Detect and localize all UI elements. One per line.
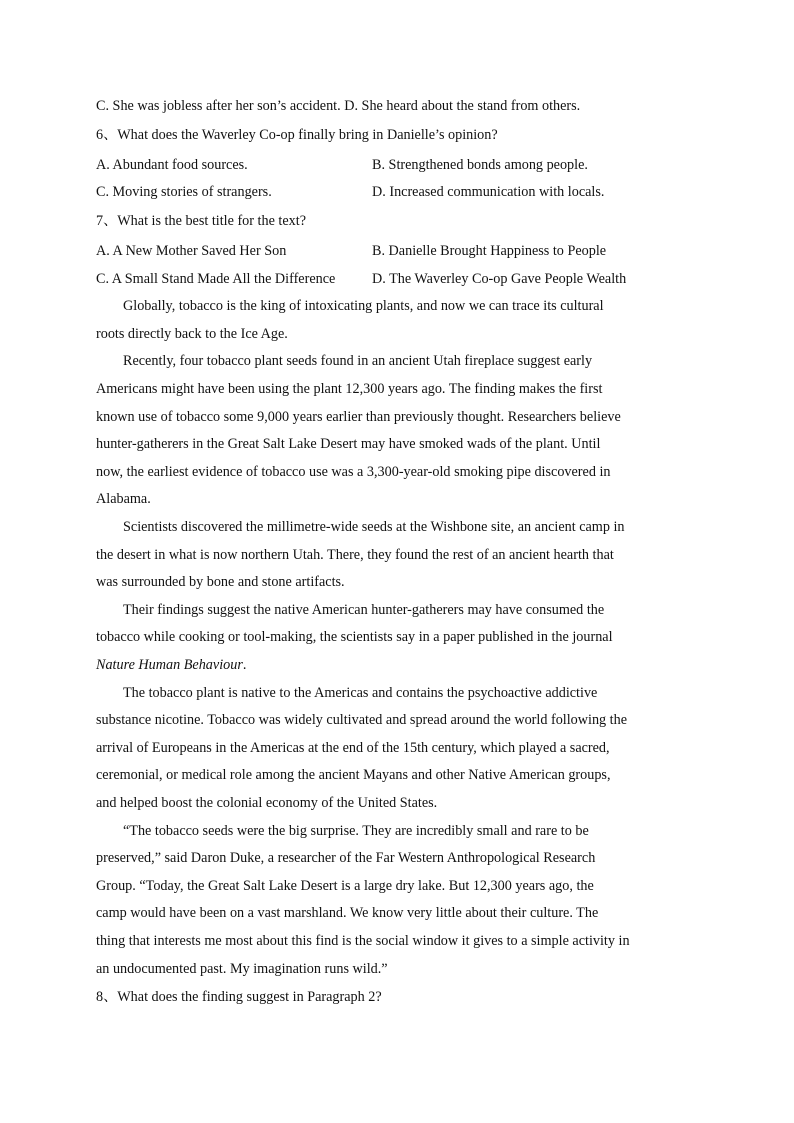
passage-p4-line1: Their findings suggest the native American hunter-gatherers may have consumed the [123,602,605,618]
q8-stem: 8、What does the finding suggest in Paragraph 2? [96,989,382,1005]
passage-p3-line2: the desert in what is now northern Utah. There, they found the rest of an ancient hearth that [96,547,614,563]
passage-p2-line3: known use of tobacco some 9,000 years earlier than previously thought. Researchers believe [96,409,621,425]
q7-option-a: A. A New Mother Saved Her Son [96,243,287,259]
journal-end: . [242,657,247,673]
passage-p2-line5: now, the earliest evidence of tobacco use was a 3,300-year-old smoking pipe discovered in [96,464,611,480]
q7-option-c: C. A Small Stand Made All the Difference [96,271,336,287]
q7-option-b: B. Danielle Brought Happiness to People [372,243,607,259]
passage-p5-line4: ceremonial, or medical role among the ancient Mayans and other Native American groups, [96,767,611,783]
passage-p1-line1: Globally, tobacco is the king of intoxicating plants, and now we can trace its cultural [123,298,604,314]
passage-p6-line3: Group. “Today, the Great Salt Lake Desert is a large dry lake. But 12,300 years ago, the [96,878,594,894]
passage-p2-line4: hunter-gatherers in the Great Salt Lake Desert may have smoked wads of the plant. Until [96,436,601,452]
passage-p2-line1: Recently, four tobacco plant seeds found in an ancient Utah fireplace suggest early [123,353,593,369]
q6-option-b: B. Strengthened bonds among people. [372,157,588,173]
q6-option-c: C. Moving stories of strangers. [96,184,272,200]
passage-p6-line2: preserved,” said Daron Duke, a researcher of the Far Western Anthropological Research [96,850,596,866]
passage-p6-line5: thing that interests me most about this find is the social window it gives to a simple activity in [96,933,630,949]
passage-p3-line3: was surrounded by bone and stone artifacts. [96,574,345,590]
passage-p2-line2: Americans might have been using the plant 12,300 years ago. The finding makes the first [96,381,603,397]
passage-p6-line4: camp would have been on a vast marshland. We know very little about their culture. The [96,905,599,921]
passage-p6-line1: “The tobacco seeds were the big surprise. They are incredibly small and rare to be [123,823,589,839]
q6-stem: 6、What does the Waverley Co-op finally bring in Danielle’s opinion? [96,127,498,143]
passage-p1-line2: roots directly back to the Ice Age. [96,326,288,342]
q5-options-cd: C. She was jobless after her son’s accident. D. She heard about the stand from others. [96,98,581,114]
q6-option-a: A. Abundant food sources. [96,157,248,173]
passage-p3-line1: Scientists discovered the millimetre-wide seeds at the Wishbone site, an ancient camp in [123,519,625,535]
passage-p5-line2: substance nicotine. Tobacco was widely cultivated and spread around the world following the [96,712,628,728]
passage-p5-line5: and helped boost the colonial economy of the United States. [96,795,438,811]
passage-p2-line6: Alabama. [96,491,151,507]
passage-p6-line6: an undocumented past. My imagination runs wild.” [96,961,388,977]
q7-option-d: D. The Waverley Co-op Gave People Wealth [372,271,627,287]
passage-p5-line3: arrival of Europeans in the Americas at the end of the 15th century, which played a sacred, [96,740,610,756]
passage-p4-line3 [96,656,246,674]
q6-option-d: D. Increased communication with locals. [372,184,605,200]
q7-stem: 7、What is the best title for the text? [96,213,306,229]
passage-p4-line2: tobacco while cooking or tool-making, the scientists say in a paper published in the journal [96,629,613,645]
passage-p5-line1: The tobacco plant is native to the Americas and contains the psychoactive addictive [123,685,598,701]
journal-name: Nature Human Behaviour [96,657,243,673]
